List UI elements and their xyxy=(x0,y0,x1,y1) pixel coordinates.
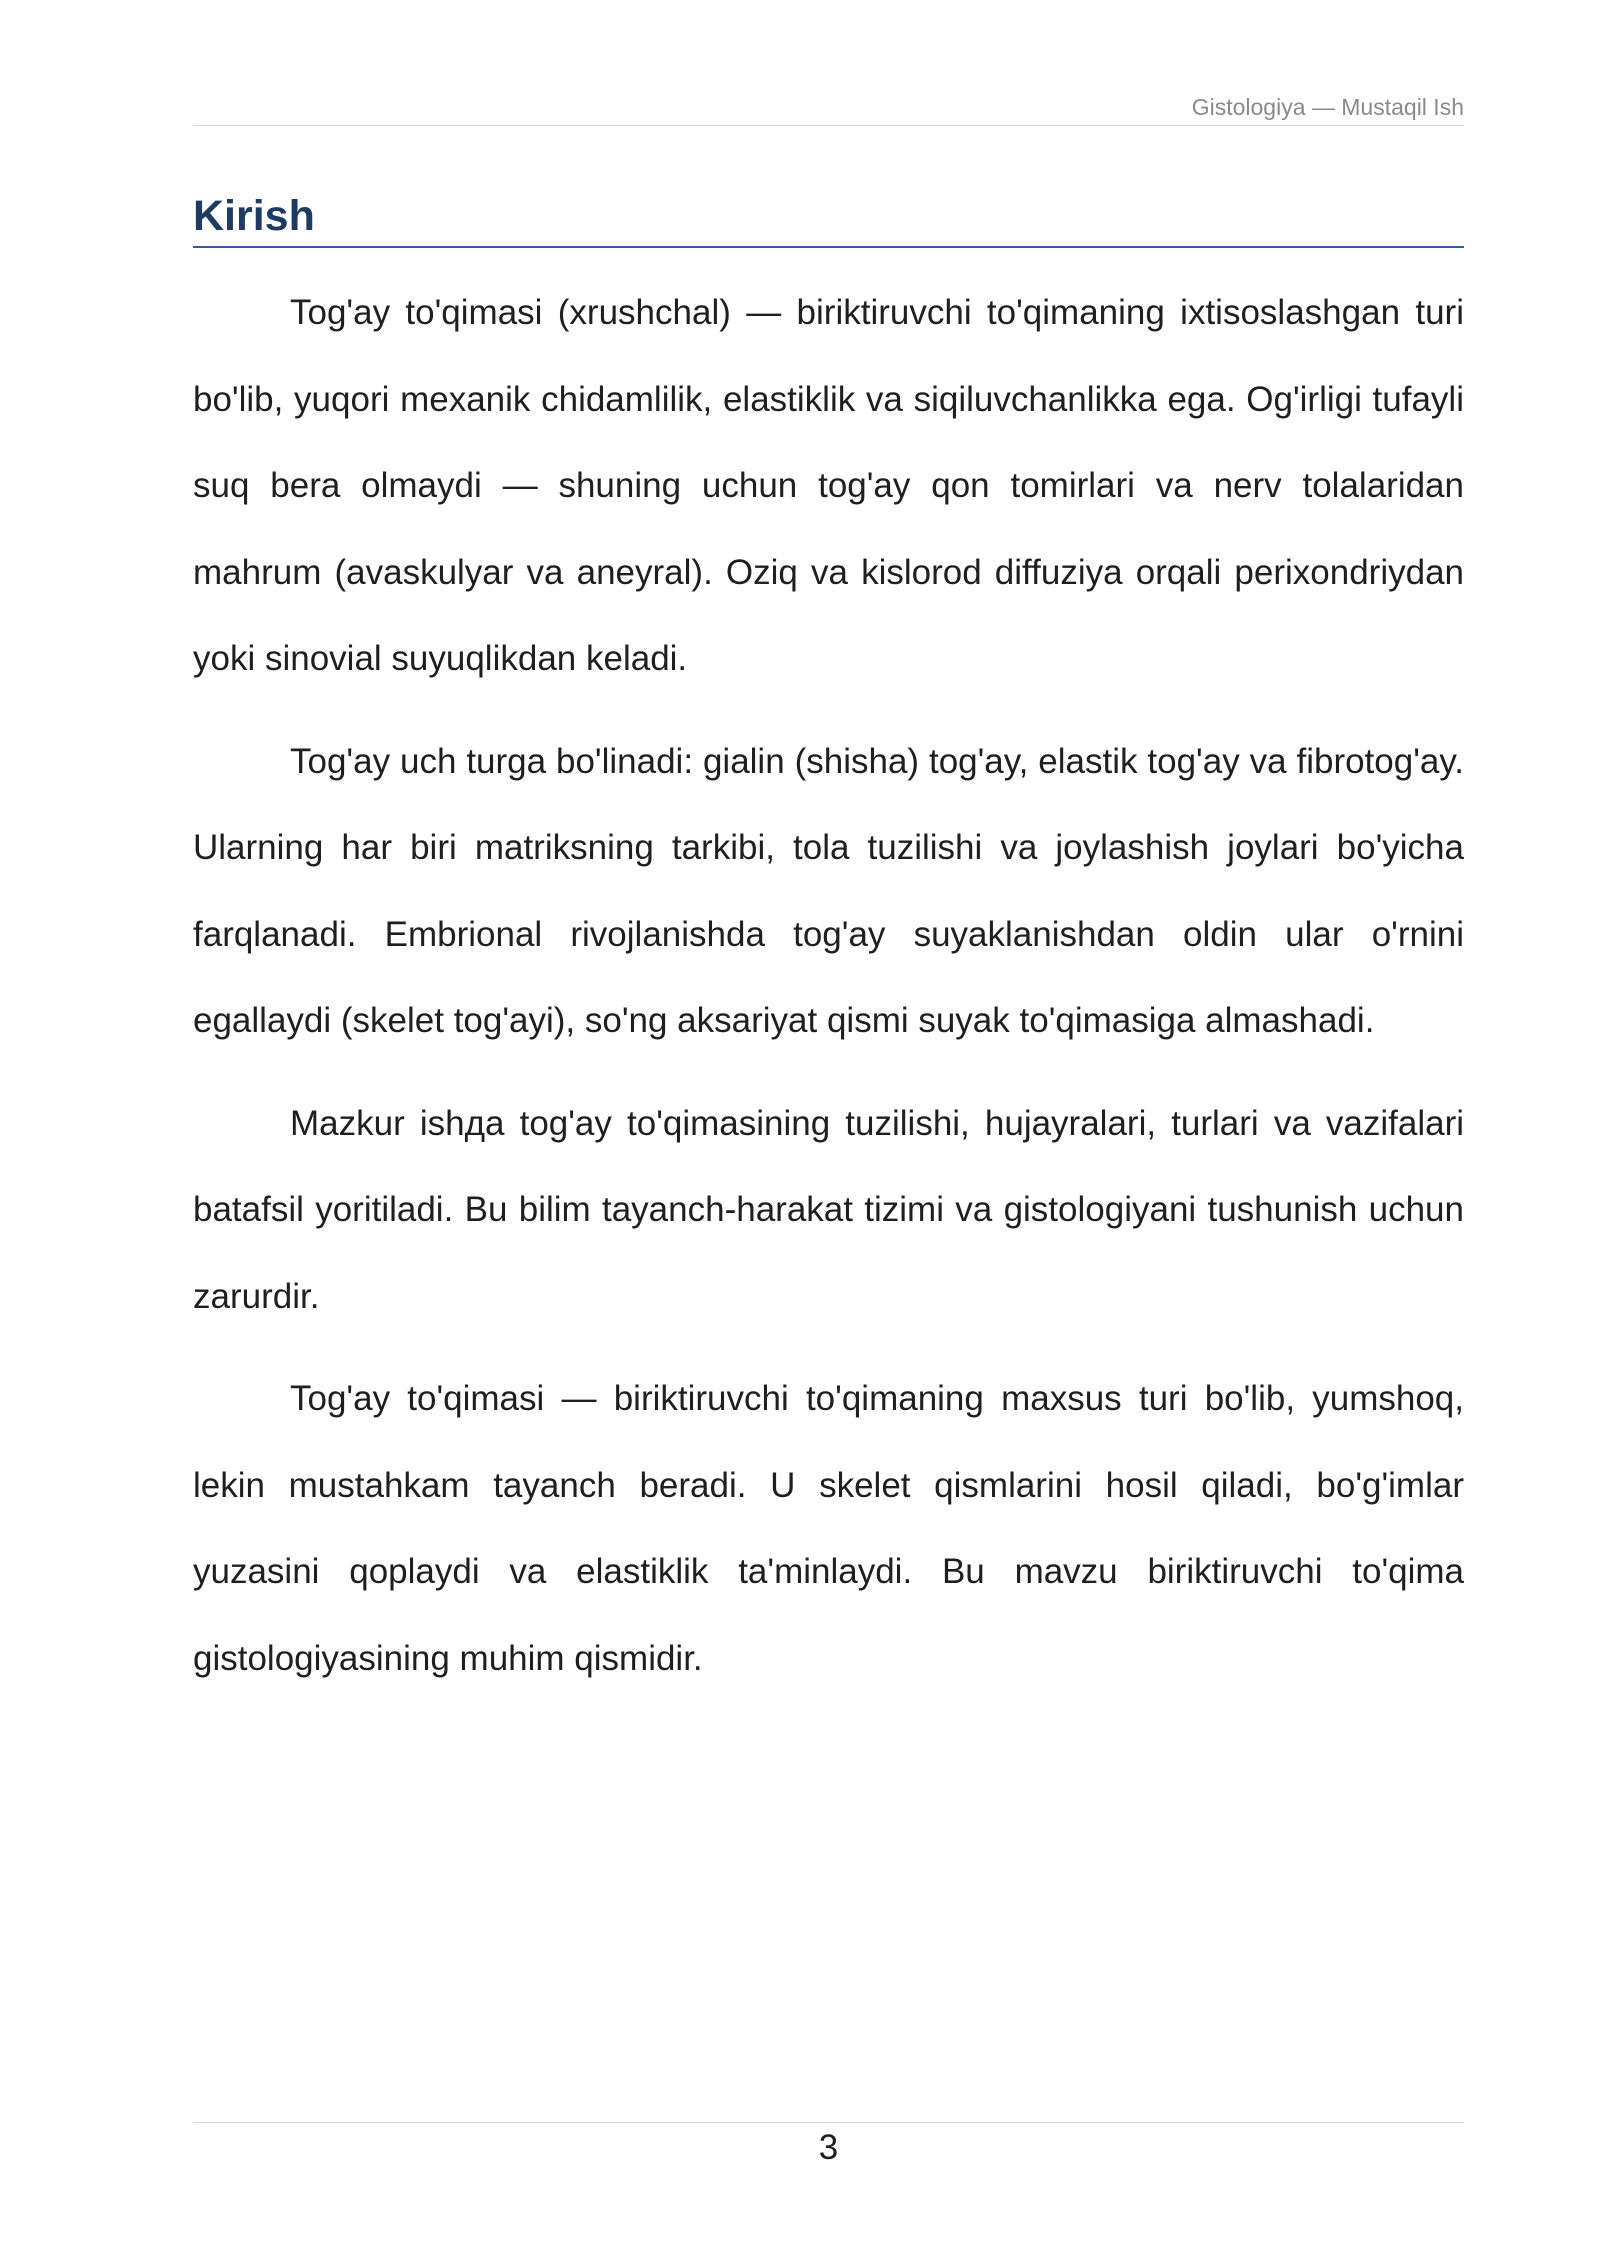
page-number: 3 xyxy=(818,2128,839,2167)
paragraph-2: Tog'ay uch turga bo'linadi: gialin (shisha) tog'ay, elastik tog'ay va fibrotog'ay. Ularning har biri matriksning tarkibi, tola tuzilishi va joylashish joylari bo'yicha farqlanadi. Embrional rivojlanishda tog'ay suyaklanishdan oldin ular o'rnini egallaydi (skelet tog'ayi), so'ng aksariyat qismi suyak to'qimasiga almashadi. xyxy=(193,741,1464,1040)
paragraph-3: Mazkur ishда tog'ay to'qimasining tuzilishi, hujayralari, turlari va vazifalari batafsil yoritiladi. Bu bilim tayanch-harakat tizimi va gistologiyani tushunish uchun zarurdir. xyxy=(193,1103,1464,1316)
running-header-title: Gistologiya — Mustaqil Ish xyxy=(1191,94,1464,120)
body-text xyxy=(193,270,1464,1718)
footer-rule xyxy=(193,2122,1464,2123)
running-header xyxy=(193,92,1464,126)
paragraph-4: Tog'ay to'qimasi — biriktiruvchi to'qimaning maxsus turi bo'lib, yumshoq, lekin mustahkam tayanch beradi. U skelet qismlarini hosil qiladi, bo'g'imlar yuzasini qoplaydi va elastiklik ta'minlaydi. Bu mavzu biriktiruvchi to'qima gistologiyasining muhim qismidir. xyxy=(193,1379,1464,1678)
paragraph-1: Tog'ay to'qimasi (xrushchal) — biriktiruvchi to'qimaning ixtisoslashgan turi bo'lib, yuqori mexanik chidamlilik, elastiklik va siqiluvchanlikka ega. Og'irligi tufayli suq bera olmaydi — shuning uchun tog'ay qon tomirlari va nerv tolalaridan mahrum (avaskulyar va aneyral). Oziq va kislorod diffuziya orqali perixondriydan yoki sinovial suyuqlikdan keladi. xyxy=(193,293,1464,678)
section-heading: Kirish xyxy=(193,190,1464,248)
